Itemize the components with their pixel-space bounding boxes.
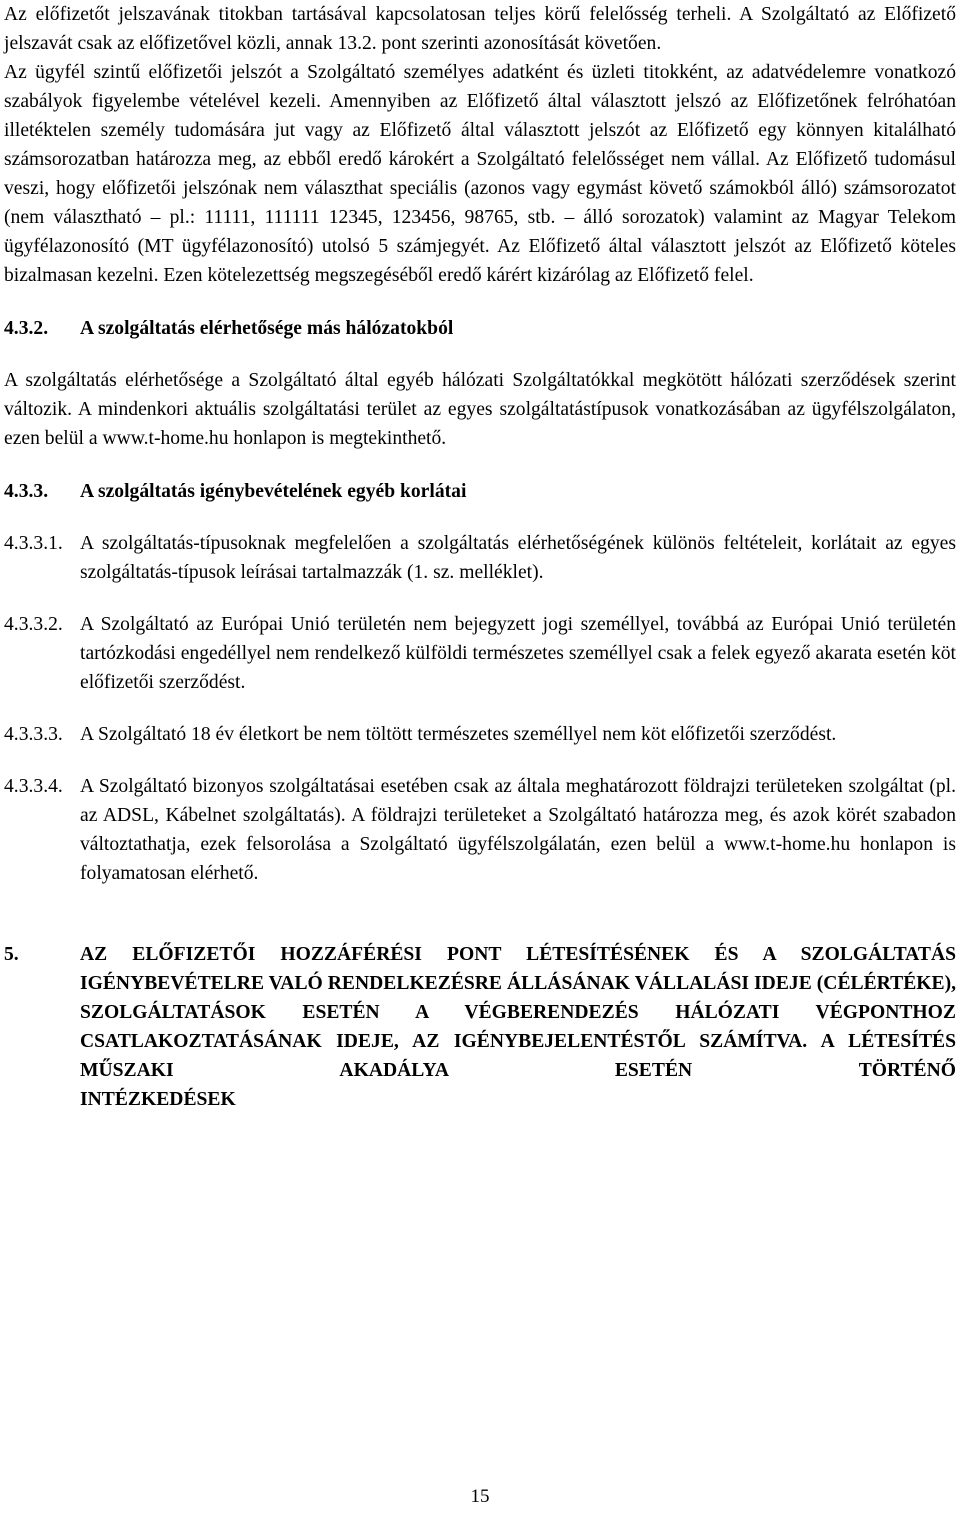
item-number: 4.3.3.1.	[4, 533, 63, 554]
document-page	[4, 0, 956, 1114]
chapter-title-block	[80, 940, 956, 1114]
chapter-title: AZ ELŐFIZETŐI HOZZÁFÉRÉSI PONT LÉTESÍTÉSÉNEK ÉS A SZOLGÁLTATÁS IGÉNYBEVÉTELRE VALÓ RENDELKEZÉSRE ÁLLÁSÁNAK VÁLLALÁSI IDEJE (CÉLÉRTÉKE), SZOLGÁLTATÁSOK ESETÉN A VÉGBERENDEZÉS HÁLÓZATI VÉGPONTHOZ CSATLAKOZTATÁSÁNAK IDEJE, AZ IGÉNYBEJELENTÉSTŐL SZÁMÍTVA. A LÉTESÍTÉS MŰSZAKI AKADÁLYA ESETÉN TÖRTÉNŐ	[80, 944, 956, 1081]
section-4-3-2-heading	[4, 314, 956, 343]
intro-paragraph-1: Az előfizetőt jelszavának titokban tartásával kapcsolatosan teljes körű felelősség terheli. A Szolgáltató az Előfizető jelszavát csak az előfizetővel közli, annak 13.2. pont szerinti azonosítását követően.	[4, 4, 956, 54]
item-number: 4.3.3.3.	[4, 724, 63, 745]
section-number: 4.3.2.	[4, 318, 49, 339]
section-4-3-2-text: A szolgáltatás elérhetősége a Szolgáltató által egyéb hálózati Szolgáltatókkal megkötött hálózati szerződések szerint változik. A mindenkori aktuális szolgáltatási terület az egyes szolgáltatástípusok vonatkozásában az ügyfélszolgálaton, ezen belül a www.t-home.hu honlapon is megtekinthető.	[4, 370, 956, 449]
item-text: A Szolgáltató 18 év életkort be nem töltött természetes személlyel nem köt előfizetői szerződést.	[80, 724, 837, 745]
section-4-3-3-heading	[4, 477, 956, 506]
list-item	[4, 772, 956, 888]
section-title: A szolgáltatás igénybevételének egyéb korlátai	[80, 481, 467, 502]
list-item	[4, 610, 956, 697]
page-number: 15	[470, 1486, 490, 1507]
section-number: 4.3.3.	[4, 481, 49, 502]
list-item	[4, 720, 956, 749]
item-number: 4.3.3.2.	[4, 614, 63, 635]
item-number: 4.3.3.4.	[4, 776, 63, 797]
list-item	[4, 529, 956, 587]
item-text: A Szolgáltató az Európai Unió területén nem bejegyzett jogi személlyel, továbbá az Európai Unió területén tartózkodási engedéllyel nem rendelkező külföldi természetes személlyel csak a felek egyező akarata esetén köt előfizetői szerződést.	[80, 614, 956, 693]
item-text: A Szolgáltató bizonyos szolgáltatásai esetében csak az általa meghatározott földrajzi területeken szolgáltat (pl. az ADSL, Kábelnet szolgáltatás). A földrajzi területeket a Szolgáltató határozza meg, és azok körét szabadon változtathatja, ezek felsorolása a Szolgáltató ügyfélszolgálatán, ezen belül a www.t-home.hu honlapon is folyamatosan elérhető.	[80, 776, 956, 884]
chapter-title-last-line: INTÉZKEDÉSEK	[80, 1089, 236, 1110]
section-title: A szolgáltatás elérhetősége más hálózatokból	[80, 318, 454, 339]
chapter-5-heading	[4, 940, 956, 1114]
chapter-number: 5.	[4, 944, 19, 965]
intro-paragraph-2: Az ügyfél szintű előfizetői jelszót a Szolgáltató személyes adatként és üzleti titokként, az adatvédelemre vonatkozó szabályok figyelembe vételével kezeli. Amennyiben az Előfizető által választott jelszó az Előfizetőnek felróhatóan illetéktelen személy tudomására jut vagy az Előfizető által választott jelszót az Előfizető egy könnyen kitalálható számsorozatban határozza meg, az ebből eredő károkért a Szolgáltató felelősséget nem vállal. Az Előfizető tudomásul veszi, hogy előfizetői jelszónak nem választhat speciális (azonos vagy egymást követő számokból álló) számsorozatot (nem választható – pl.: 11111, 111111 12345, 123456, 98765, stb. – álló sorozatok) valamint az Magyar Telekom ügyfélazonosító (MT ügyfélazonosító) utolsó 5 számjegyét. Az Előfizető által választott jelszót az Előfizető köteles bizalmasan kezelni. Ezen kötelezettség megszegéséből eredő kárért kizárólag az Előfizető felel.	[4, 62, 956, 286]
item-text: A szolgáltatás-típusoknak megfelelően a szolgáltatás elérhetőségének különös feltételeit, korlátait az egyes szolgáltatás-típusok leírásai tartalmazzák (1. sz. melléklet).	[80, 533, 956, 583]
